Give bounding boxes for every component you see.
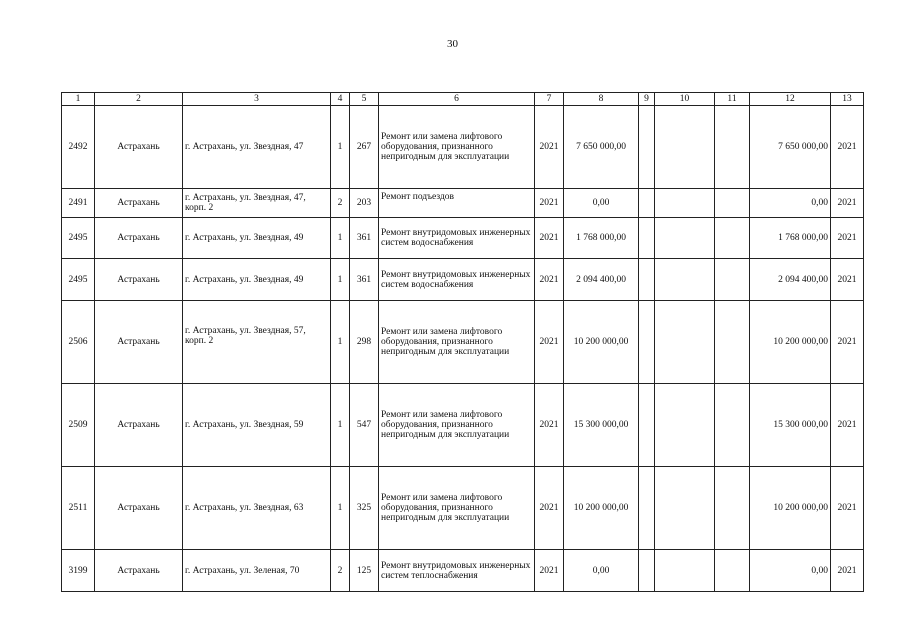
cell-address: [183, 218, 331, 259]
cell-col10: [655, 259, 715, 301]
cell-col4: 2: [331, 550, 350, 592]
table-row: [62, 189, 864, 218]
cell-work-type: [379, 467, 535, 550]
capital-repair-table: [61, 92, 864, 592]
table-row: [62, 550, 864, 592]
cell-year-end: 2021: [831, 189, 864, 218]
cell-col9: [639, 189, 655, 218]
cell-col5: 547: [350, 384, 379, 467]
column-number-1: 1: [62, 93, 95, 106]
cell-cost: 15 300 000,00: [564, 384, 639, 467]
work-type-text: Ремонт или замена лифтового оборудования, признанного непригодным для эксплуатации: [381, 410, 510, 440]
cell-city: Астрахань: [95, 259, 183, 301]
cell-object-id: 2492: [62, 106, 95, 189]
cell-col10: [655, 550, 715, 592]
cell-work-type: [379, 301, 535, 384]
work-type-text: Ремонт или замена лифтового оборудования, признанного непригодным для эксплуатации: [381, 132, 510, 162]
cell-object-id: 2506: [62, 301, 95, 384]
cell-col10: [655, 301, 715, 384]
cell-col9: [639, 384, 655, 467]
cell-col5: 361: [350, 259, 379, 301]
cell-col5: 203: [350, 189, 379, 218]
column-number-7: 7: [535, 93, 564, 106]
cell-col4: 1: [331, 259, 350, 301]
column-number-4: 4: [331, 93, 350, 106]
cell-col10: [655, 218, 715, 259]
cell-cost: 0,00: [564, 189, 639, 218]
table-row: [62, 218, 864, 259]
work-type-text: Ремонт подъездов: [381, 192, 455, 202]
address-text: г. Астрахань, ул. Звездная, 47: [185, 142, 304, 152]
column-number-13: 13: [831, 93, 864, 106]
column-number-12: 12: [750, 93, 831, 106]
cell-cost: 10 200 000,00: [564, 301, 639, 384]
cell-total: 7 650 000,00: [750, 106, 831, 189]
cell-cost: 7 650 000,00: [564, 106, 639, 189]
column-number-11: 11: [715, 93, 750, 106]
cell-year: 2021: [535, 550, 564, 592]
cell-col9: [639, 106, 655, 189]
cell-object-id: 2495: [62, 218, 95, 259]
cell-address: [183, 384, 331, 467]
cell-year: 2021: [535, 218, 564, 259]
cell-city: Астрахань: [95, 189, 183, 218]
table-body: [62, 106, 864, 592]
cell-col5: 125: [350, 550, 379, 592]
cell-year-end: 2021: [831, 384, 864, 467]
cell-year: 2021: [535, 301, 564, 384]
cell-col9: [639, 259, 655, 301]
cell-work-type: [379, 384, 535, 467]
cell-address: [183, 301, 331, 384]
address-text: г. Астрахань, ул. Звездная, 63: [185, 503, 304, 513]
cell-object-id: 2495: [62, 259, 95, 301]
cell-year: 2021: [535, 189, 564, 218]
cell-col5: 298: [350, 301, 379, 384]
cell-total: 1 768 000,00: [750, 218, 831, 259]
column-number-6: 6: [379, 93, 535, 106]
page-number: 30: [447, 38, 458, 50]
cell-col11: [715, 384, 750, 467]
cell-work-type: [379, 106, 535, 189]
cell-object-id: 3199: [62, 550, 95, 592]
cell-col4: 1: [331, 218, 350, 259]
cell-cost: 2 094 400,00: [564, 259, 639, 301]
cell-col4: 1: [331, 467, 350, 550]
cell-total: 2 094 400,00: [750, 259, 831, 301]
cell-work-type: [379, 550, 535, 592]
cell-work-type: [379, 189, 535, 218]
work-type-text: Ремонт или замена лифтового оборудования, признанного непригодным для эксплуатации: [381, 493, 510, 523]
cell-year-end: 2021: [831, 301, 864, 384]
cell-col11: [715, 259, 750, 301]
table-row: [62, 301, 864, 384]
work-type-text: Ремонт внутридомовых инженерных систем теплоснабжения: [381, 560, 531, 581]
cell-col4: 1: [331, 384, 350, 467]
cell-object-id: 2511: [62, 467, 95, 550]
cell-col10: [655, 106, 715, 189]
cell-col5: 361: [350, 218, 379, 259]
cell-year-end: 2021: [831, 218, 864, 259]
cell-col11: [715, 467, 750, 550]
column-number-9: 9: [639, 93, 655, 106]
cell-col11: [715, 106, 750, 189]
column-number-8: 8: [564, 93, 639, 106]
cell-address: [183, 106, 331, 189]
cell-address: [183, 550, 331, 592]
column-number-10: 10: [655, 93, 715, 106]
cell-city: Астрахань: [95, 384, 183, 467]
cell-total: 15 300 000,00: [750, 384, 831, 467]
cell-year: 2021: [535, 106, 564, 189]
cell-col4: 1: [331, 301, 350, 384]
cell-cost: 10 200 000,00: [564, 467, 639, 550]
cell-address: [183, 467, 331, 550]
cell-total: 10 200 000,00: [750, 301, 831, 384]
cell-col11: [715, 550, 750, 592]
cell-col10: [655, 467, 715, 550]
cell-col9: [639, 550, 655, 592]
cell-object-id: 2509: [62, 384, 95, 467]
address-text: г. Астрахань, ул. Звездная, 47, корп. 2: [185, 193, 306, 213]
table-row: [62, 106, 864, 189]
cell-col4: 2: [331, 189, 350, 218]
table-row: [62, 467, 864, 550]
cell-col9: [639, 467, 655, 550]
cell-col10: [655, 384, 715, 467]
cell-col11: [715, 189, 750, 218]
cell-col11: [715, 218, 750, 259]
cell-year: 2021: [535, 259, 564, 301]
address-text: г. Астрахань, ул. Звездная, 49: [185, 233, 304, 243]
cell-col9: [639, 218, 655, 259]
table-row: [62, 384, 864, 467]
table-row: [62, 259, 864, 301]
work-type-text: Ремонт внутридомовых инженерных систем водоснабжения: [381, 228, 531, 248]
cell-col4: 1: [331, 106, 350, 189]
work-type-text: Ремонт или замена лифтового оборудования, признанного непригодным для эксплуатации: [381, 327, 510, 357]
cell-city: Астрахань: [95, 218, 183, 259]
header-row: [62, 93, 864, 106]
cell-col11: [715, 301, 750, 384]
column-number-3: 3: [183, 93, 331, 106]
cell-year-end: 2021: [831, 259, 864, 301]
cell-total: 0,00: [750, 550, 831, 592]
cell-work-type: [379, 218, 535, 259]
column-number-2: 2: [95, 93, 183, 106]
cell-year: 2021: [535, 384, 564, 467]
cell-cost: 1 768 000,00: [564, 218, 639, 259]
cell-work-type: [379, 259, 535, 301]
cell-address: [183, 189, 331, 218]
cell-address: [183, 259, 331, 301]
address-text: г. Астрахань, ул. Звездная, 49: [185, 274, 304, 285]
cell-col10: [655, 189, 715, 218]
work-type-text: Ремонт внутридомовых инженерных систем водоснабжения: [381, 269, 531, 290]
address-text: г. Астрахань, ул. Звездная, 57, корп. 2: [185, 326, 306, 346]
cell-total: 10 200 000,00: [750, 467, 831, 550]
cell-cost: 0,00: [564, 550, 639, 592]
cell-col9: [639, 301, 655, 384]
cell-city: Астрахань: [95, 301, 183, 384]
cell-year: 2021: [535, 467, 564, 550]
cell-city: Астрахань: [95, 467, 183, 550]
cell-total: 0,00: [750, 189, 831, 218]
table-header: [62, 93, 864, 106]
cell-city: Астрахань: [95, 106, 183, 189]
cell-city: Астрахань: [95, 550, 183, 592]
address-text: г. Астрахань, ул. Звездная, 59: [185, 420, 304, 430]
cell-year-end: 2021: [831, 467, 864, 550]
address-text: г. Астрахань, ул. Зеленая, 70: [185, 565, 300, 576]
column-number-5: 5: [350, 93, 379, 106]
cell-object-id: 2491: [62, 189, 95, 218]
cell-col5: 325: [350, 467, 379, 550]
cell-year-end: 2021: [831, 106, 864, 189]
cell-col5: 267: [350, 106, 379, 189]
cell-year-end: 2021: [831, 550, 864, 592]
